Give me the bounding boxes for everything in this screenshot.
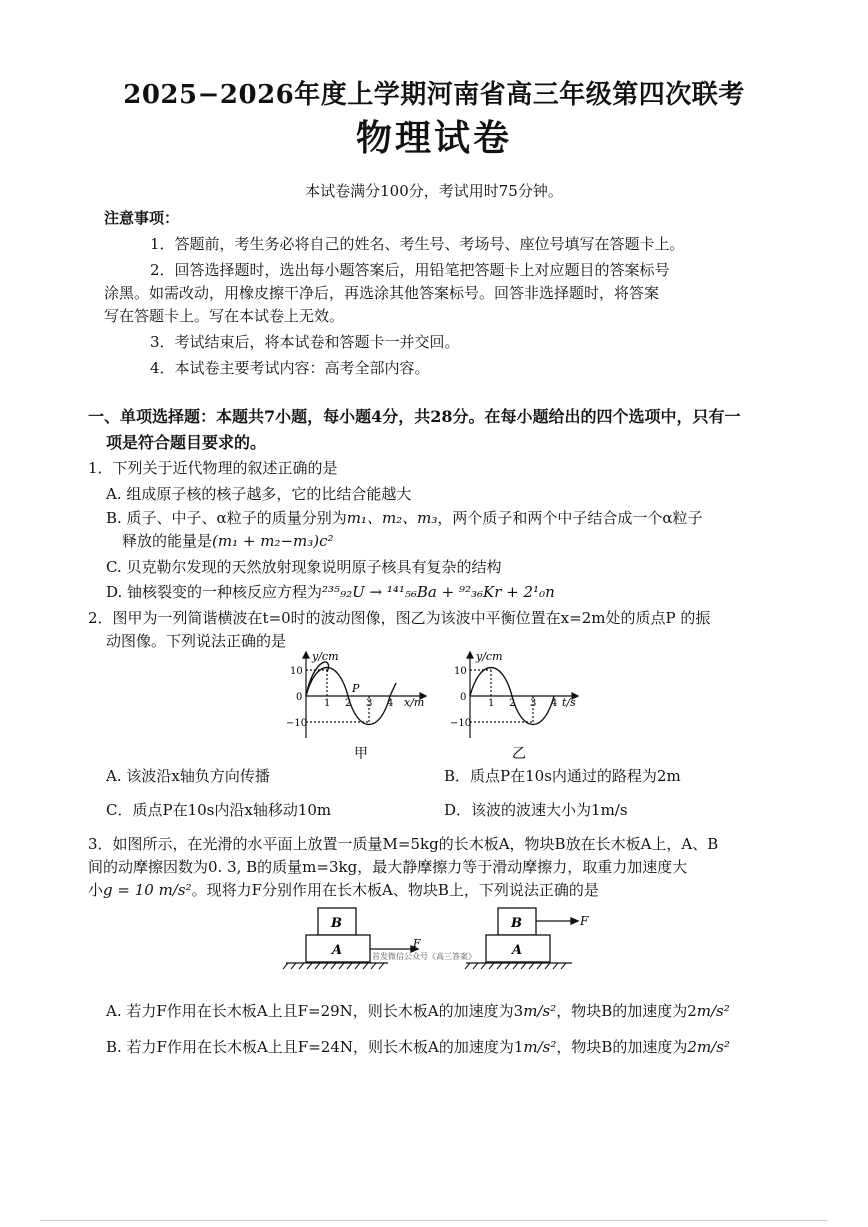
q1-option-c: C. 贝克勒尔发现的天然放射现象说明原子核具有复杂的结构 (106, 558, 502, 576)
note-2-line2: 涂黑。如需改动，用橡皮擦干净后，再选涂其他答案标号。回答非选择题时，将答案 (104, 284, 660, 302)
q1-option-d-pre: D. 铀核裂变的一种核反应方程为 (106, 583, 323, 601)
q2-option-b: B．质点P在10s内通过的路程为2m (444, 767, 681, 785)
q1-option-b-energy-formula: (m₁ + m₂−m₃)c² (212, 532, 334, 550)
q2-option-a: A. 该波沿x轴负方向传播 (106, 767, 270, 785)
label-a-left: A (332, 943, 343, 958)
q2-option-d: D．该波的波速大小为1m/s (444, 801, 628, 819)
t-tick-1: 1 (488, 698, 495, 709)
exam-title: 2025−2026年度上学期河南省高三年级第四次联考 (123, 80, 745, 110)
label-b-left: B (331, 916, 342, 931)
x-tick-3: 3 (366, 698, 373, 709)
x-tick-4: 4 (387, 698, 394, 709)
y-tick-neg10: −10 (450, 718, 472, 729)
vibration-graph-yi (450, 648, 590, 763)
label-b-right: B (511, 916, 522, 931)
q2-stem-line2: 动图像。下列说法正确的是 (106, 632, 287, 650)
q3-option-b-unit2: 2m/s² (687, 1038, 730, 1056)
x-axis-label: x/m (404, 696, 425, 709)
section-heading-line1: 一、单项选择题：本题共7小题，每小题4分，共28分。在每小题给出的四个选项中，只有一 (88, 407, 741, 426)
y-axis-label: y/cm (312, 650, 339, 663)
blocks-figure (282, 905, 602, 975)
label-f-right: F (580, 914, 589, 928)
q3-stem-line1: 3．如图所示，在光滑的水平面上放置一质量M=5kg的长木板A，物块B放在长木板A上，A、B (88, 835, 719, 853)
x-tick-2: 2 (345, 698, 352, 709)
q1-option-b-line2 (122, 530, 334, 552)
wave-graph-jia (286, 648, 436, 763)
q1-option-b-pre: B. 质子、中子、α粒子的质量分别为 (106, 509, 347, 527)
q3-option-a-pre: A. 若力F作用在长木板A上且F=29N，则长木板A的加速度为3 (106, 1002, 524, 1020)
label-f-left: F (413, 937, 421, 950)
q1-option-b-energy-pre: 释放的能量是 (122, 532, 213, 550)
q1-option-b-masses: m₁、m₂、m₃ (346, 509, 438, 527)
q3-option-a-unit2: m/s² (696, 1002, 730, 1020)
force-arrowhead-right (571, 918, 578, 924)
notes-heading: 注意事项： (104, 209, 180, 227)
q3-stem-post: 。现将力F分别作用在长木板A、物块B上，下列说法正确的是 (191, 881, 599, 899)
subject-title: 物理试卷 (355, 117, 512, 159)
exam-info: 本试卷满分100分，考试用时75分钟。 (305, 182, 563, 200)
q1-option-a: A. 组成原子核的核子越多，它的比结合能越大 (106, 485, 412, 503)
q3-option-b-pre: B. 若力F作用在长木板A上且F=24N，则长木板A的加速度为1 (106, 1038, 524, 1056)
note-1: 1．答题前，考生务必将自己的姓名、考生号、考场号、座位号填写在答题卡上。 (150, 235, 685, 253)
t-axis-label: t/s (562, 696, 576, 709)
q3-stem-line2: 间的动摩擦因数为0. 3, B的质量m=3kg，最大静摩擦力等于滑动摩擦力，取重力加速度大 (88, 858, 688, 876)
wave-curve (306, 662, 396, 724)
watermark-text: 首发微信公众号《高三答案》 (372, 952, 476, 961)
y-axis-arrow (467, 652, 473, 658)
t-tick-2: 2 (509, 698, 516, 709)
note-4: 4．本试卷主要考试内容：高考全部内容。 (150, 359, 430, 377)
y-tick-neg10: −10 (286, 718, 308, 729)
graph-caption-jia: 甲 (354, 746, 368, 762)
q3-option-a-mid: ，物块B的加速度为2 (556, 1002, 697, 1020)
q1-option-d-equation: ²³⁵₉₂U → ¹⁴¹₅₆Ba + ⁹²₃₆Kr + 2¹₀n (322, 583, 555, 601)
x-tick-1: 1 (324, 698, 331, 709)
note-3: 3．考试结束后，将本试卷和答题卡一并交回。 (150, 333, 460, 351)
section-heading-line2: 项是符合题目要求的。 (106, 433, 267, 452)
q1-option-b-line1 (106, 507, 703, 529)
q2-stem-line1: 2．图甲为一列简谐横波在t=0时的波动图像，图乙为该波中平衡位置在x=2m处的质点P 的振 (88, 609, 711, 627)
q1-option-d (106, 581, 555, 603)
q3-option-a-unit1: m/s² (523, 1002, 557, 1020)
q3-option-b (106, 1036, 730, 1058)
q1-option-b-post: ，两个质子和两个中子结合成一个α粒子 (437, 509, 703, 527)
note-2-line1: 2．回答选择题时，选出每小题答案后，用铅笔把答题卡上对应题目的答案标号 (150, 261, 670, 279)
q3-option-b-unit1: m/s² (523, 1038, 557, 1056)
note-2-line3: 写在答题卡上。写在本试卷上无效。 (104, 307, 345, 325)
y-axis-label: y/cm (476, 650, 503, 663)
y-tick-10: 10 (290, 666, 303, 677)
q3-option-a (106, 1000, 730, 1022)
label-a-right: A (512, 943, 523, 958)
t-tick-3: 3 (530, 698, 537, 709)
y-tick-0: 0 (460, 692, 467, 703)
t-tick-4: 4 (551, 698, 558, 709)
point-p-label: P (352, 682, 360, 695)
q2-option-c: C．质点P在10s内沿x轴移动10m (106, 801, 332, 819)
q3-stem-pre: 小 (88, 881, 104, 899)
y-axis-arrow (303, 652, 309, 658)
q3-gravity-value: g = 10 m/s² (103, 881, 192, 899)
y-tick-0: 0 (296, 692, 303, 703)
graph-caption-yi: 乙 (512, 746, 526, 762)
q1-stem: 1．下列关于近代物理的叙述正确的是 (88, 459, 338, 477)
q3-stem-line3 (88, 879, 599, 901)
q3-option-b-mid: ，物块B的加速度为 (556, 1038, 688, 1056)
page-bottom-divider (40, 1220, 828, 1221)
y-tick-10: 10 (454, 666, 467, 677)
